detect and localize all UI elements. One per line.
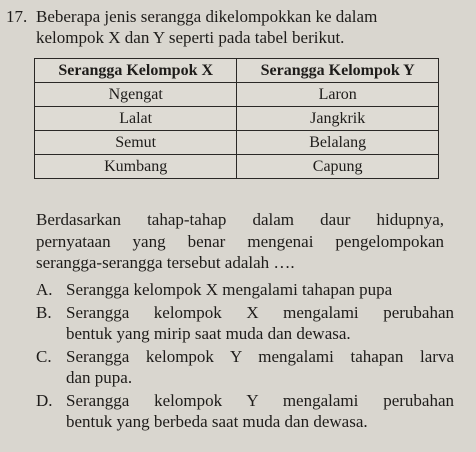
option-text-line: Serangga kelompok X mengalami tahapan pupa [66,280,393,299]
answer-options [36,279,454,434]
cell-group-x: Lalat [35,107,237,131]
header-group-x: Serangga Kelompok X [35,59,237,83]
prompt-line-2: pernyataan yang benar mengenai pengelompokan [36,231,444,251]
option-text-line: bentuk yang berbeda saat muda dan dewasa. [66,412,368,431]
cell-group-y: Capung [237,155,439,179]
option-a[interactable] [36,279,454,301]
table-row [35,131,439,155]
cell-group-y: Laron [237,83,439,107]
option-text-line: Serangga kelompok Y mengalami tahapan larva [66,346,454,366]
prompt-line-1: Berdasarkan tahap-tahap dalam daur hidupnya, [36,210,444,229]
option-d[interactable] [36,390,454,433]
option-text-line: bentuk yang mirip saat muda dan dewasa. [66,324,351,343]
option-letter: A. [36,280,53,299]
insect-group-table [34,58,439,179]
question-number: 17. [6,7,28,26]
table-row [35,107,439,131]
table-row [35,83,439,107]
cell-group-x: Kumbang [35,155,237,179]
table-row [35,155,439,179]
cell-group-y: Belalang [237,131,439,155]
cell-group-x: Ngengat [35,83,237,107]
option-letter: D. [36,390,53,410]
option-text-line: Serangga kelompok Y mengalami perubahan [66,390,454,410]
option-letter: C. [36,346,52,366]
cell-group-y: Jangkrik [237,107,439,131]
header-group-y: Serangga Kelompok Y [237,59,439,83]
question-stem [36,6,466,48]
question-stem-line-1: Beberapa jenis serangga dikelompokkan ke dalam [36,7,378,26]
cell-group-x: Semut [35,131,237,155]
prompt-line-3: serangga-serangga tersebut adalah …. [36,253,295,272]
option-text-line: dan pupa. [66,368,133,387]
option-letter: B. [36,302,52,322]
table-header-row [35,59,439,83]
question-prompt [36,209,444,274]
question-stem-line-2: kelompok X dan Y seperti pada tabel berikut. [36,28,345,47]
option-b[interactable] [36,302,454,345]
option-c[interactable] [36,346,454,389]
option-text-line: Serangga kelompok X mengalami perubahan [66,302,454,322]
